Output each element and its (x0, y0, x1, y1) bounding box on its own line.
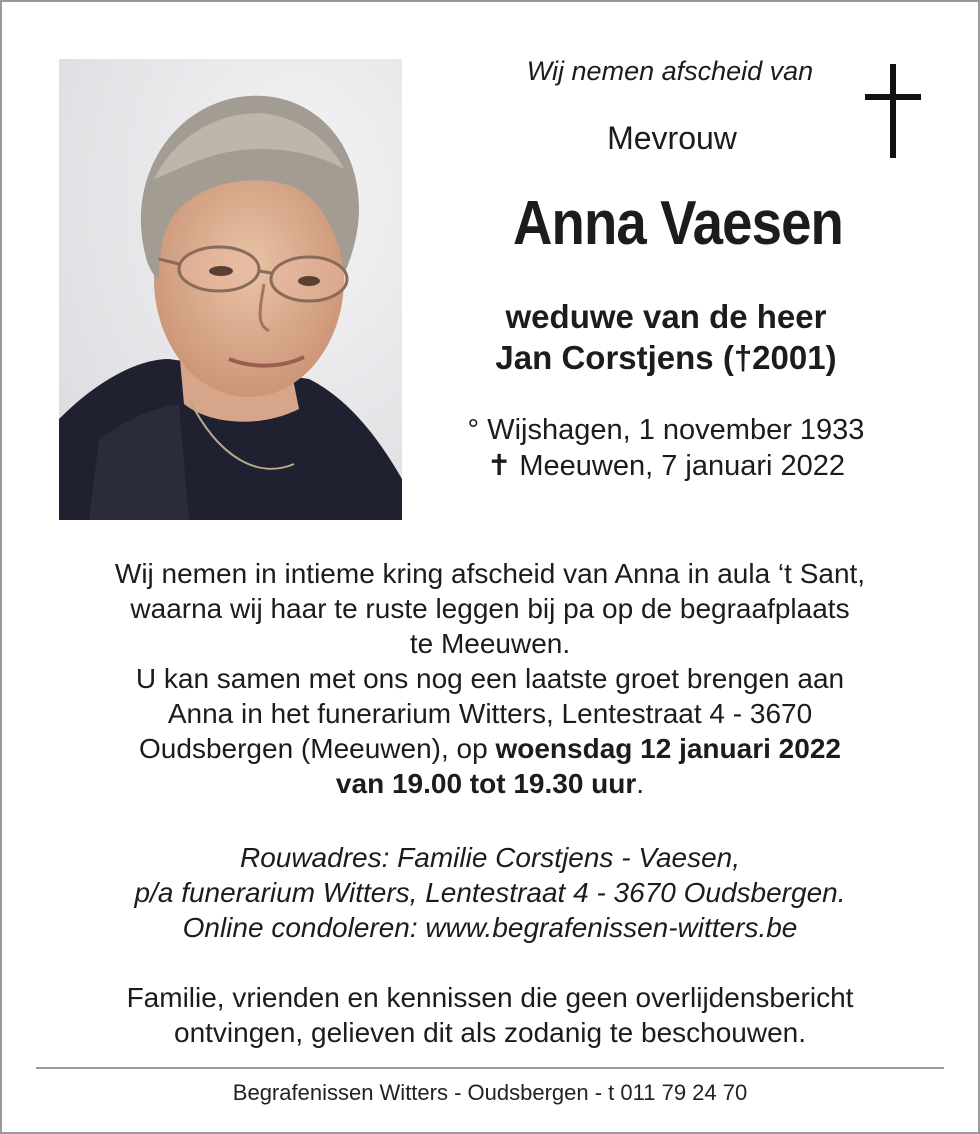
portrait-illustration (59, 59, 402, 520)
address-line-1: Rouwadres: Familie Corstjens - Vaesen, (239, 842, 741, 873)
portrait-photo (59, 59, 402, 520)
honorific: Mevrouw (607, 120, 737, 156)
ceremony-line-6 (40, 731, 940, 766)
address-line-2: p/a funerarium Witters, Lentestraat 4 - 3670 Oudsbergen. (134, 877, 846, 908)
deceased-name: Anna Vaesen (513, 189, 843, 258)
funeral-home-footer: Begrafenissen Witters - Oudsbergen - t 011 79 24 70 (232, 1080, 748, 1105)
visit-date: woensdag 12 januari 2022 (495, 733, 841, 764)
visit-time: van 19.00 tot 19.30 uur (335, 768, 637, 799)
ceremony-line-6-plain: Oudsbergen (Meeuwen), op (139, 733, 496, 764)
spouse-line-1: weduwe van de heer (505, 298, 827, 335)
ceremony-line-2: waarna wij haar te ruste leggen bij pa op de begraafplaats (130, 593, 850, 624)
ceremony-line-3: te Meeuwen. (409, 628, 571, 659)
ceremony-line-7-end: . (636, 768, 645, 799)
cross-vertical-bar (890, 64, 896, 158)
closing-line-1: Familie, vrienden en kennissen die geen overlijdensbericht (126, 982, 854, 1013)
closing-notice (40, 980, 940, 1050)
closing-line-2: ontvingen, gelieven dit als zodanig te beschouwen. (174, 1017, 806, 1048)
ceremony-line-4: U kan samen met ons nog een laatste groet brengen aan (135, 663, 845, 694)
condolence-website: Online condoleren: www.begrafenissen-witters.be (182, 912, 798, 943)
ceremony-line-5: Anna in het funerarium Witters, Lentestraat 4 - 3670 (167, 698, 813, 729)
spouse-info (442, 296, 890, 378)
mourning-address (40, 840, 940, 945)
footer-divider (36, 1067, 944, 1069)
ceremony-line-7 (40, 766, 940, 801)
ceremony-text (40, 556, 940, 801)
life-dates (442, 412, 890, 484)
death-date: ✝ Meeuwen, 7 januari 2022 (486, 450, 846, 482)
cross-horizontal-bar (865, 94, 921, 100)
ceremony-line-1: Wij nemen in intieme kring afscheid van Anna in aula ‘t Sant, (114, 558, 866, 589)
birth-date: ° Wijshagen, 1 november 1933 (467, 414, 865, 446)
intro-text: Wij nemen afscheid van (526, 56, 814, 86)
cross-icon (865, 64, 921, 158)
spouse-line-2: Jan Corstjens (†2001) (495, 339, 837, 376)
